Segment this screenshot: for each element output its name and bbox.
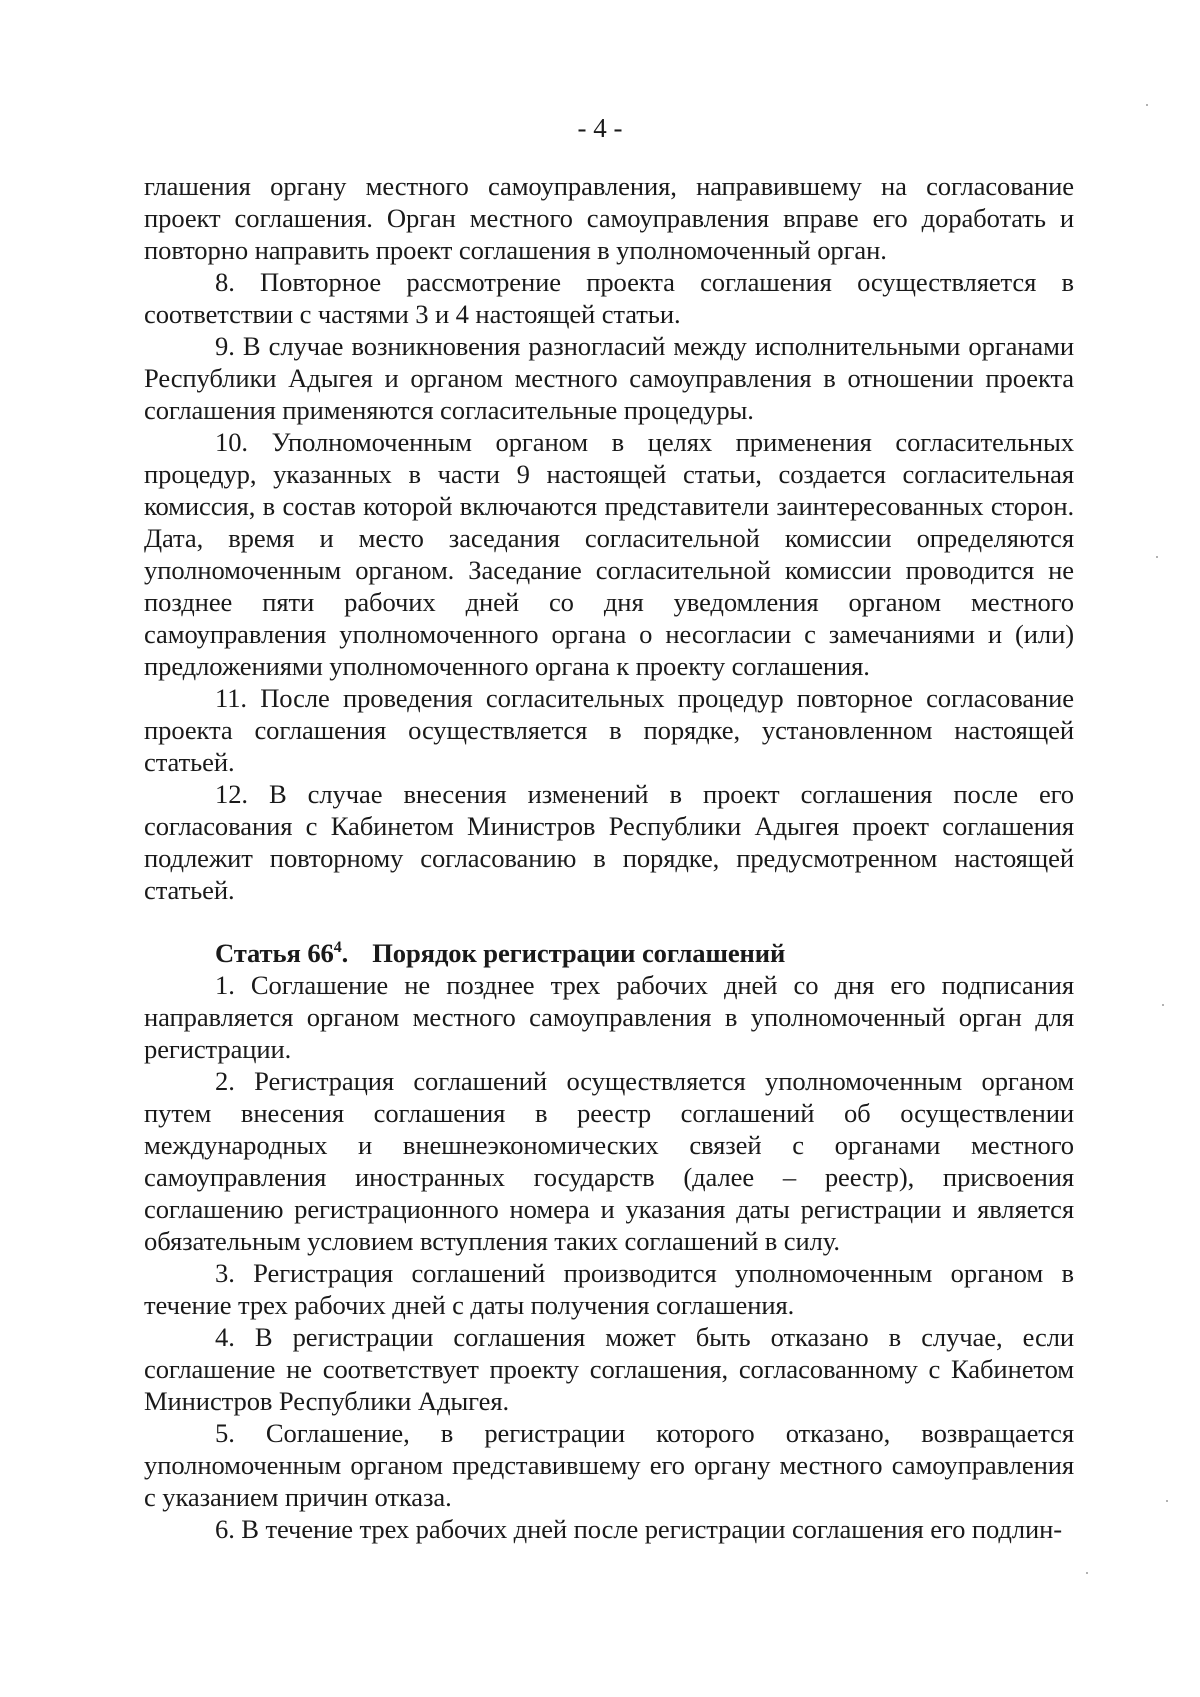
paragraph-item-8: 8. Повторное рассмотрение проекта соглашения осуществляется в соответствии с частями 3 и 4 настоящей статьи.: [144, 267, 1074, 329]
page-number: - 4 -: [577, 113, 623, 143]
article-dot: .: [341, 938, 349, 968]
paragraph-item-5: 5. Соглашение, в регистрации которого отказано, возвращается уполномоченным органом представившему его органу местного самоуправления с указанием причин отказа.: [144, 1418, 1074, 1512]
article-label: Статья 66: [215, 938, 334, 968]
paragraph-item-6: 6. В течение трех рабочих дней после регистрации соглашения его подлин-: [215, 1514, 1063, 1544]
article-superscript: 4: [333, 939, 342, 956]
paragraph-item-12: 12. В случае внесения изменений в проект соглашения после его согласования с Кабинетом Министров Республики Адыгея проект соглашения подлежит повторному согласованию в порядке, предусмотренном настоящей статьей.: [144, 779, 1074, 905]
scan-speck: [1162, 1004, 1164, 1006]
paragraph-item-10: 10. Уполномоченным органом в целях применения согласительных процедур, указанных в части 9 настоящей статьи, создается согласительная комиссия, в состав которой включаются представители заинтересованных сторон. Дата, время и место заседания согласительной комиссии определяются уполномоченным органом. Заседание согласительной комиссии проводится не позднее пяти рабочих дней со дня уведомления органом местного самоуправления уполномоченного органа о несогласии с замечаниями и (или) предложениями уполномоченного органа к проекту соглашения.: [144, 427, 1074, 681]
scan-speck: [1166, 1500, 1168, 1502]
document-body: [144, 170, 1074, 1545]
paragraph-item-1: 1. Соглашение не позднее трех рабочих дней со дня его подписания направляется органом местного самоуправления в уполномоченный орган для регистрации.: [144, 970, 1074, 1064]
article-heading: [144, 937, 1074, 969]
paragraph-item-3: 3. Регистрация соглашений производится уполномоченным органом в течение трех рабочих дней с даты получения соглашения.: [144, 1258, 1074, 1320]
paragraph-item-9: 9. В случае возникновения разногласий между исполнительными органами Республики Адыгея и органом местного самоуправления в отношении проекта соглашения применяются согласительные процедуры.: [144, 331, 1074, 425]
paragraph-continuation: глашения органу местного самоуправления, направившему на согласование проект соглашения. Орган местного самоуправления вправе его доработать и повторно направить проект соглашения в уполномоченный орган.: [144, 171, 1074, 265]
paragraph-item-2: 2. Регистрация соглашений осуществляется уполномоченным органом путем внесения соглашения в реестр соглашений об осуществлении международных и внешнеэкономических связей с органами местного самоуправления иностранных государств (далее – реестр), присвоения соглашению регистрационного номера и указания даты регистрации и является обязательным условием вступления таких соглашений в силу.: [144, 1066, 1074, 1256]
scan-speck: [1086, 1572, 1088, 1574]
scan-speck: [1156, 556, 1158, 558]
paragraph-item-4: 4. В регистрации соглашения может быть отказано в случае, если соглашение не соответствует проекту соглашения, согласованному с Кабинетом Министров Республики Адыгея.: [144, 1322, 1074, 1416]
article-title: Порядок регистрации соглашений: [372, 938, 786, 968]
scan-speck: [1146, 104, 1148, 106]
paragraph-item-11: 11. После проведения согласительных процедур повторное согласование проекта соглашения осуществляется в порядке, установленном настоящей статьей.: [144, 683, 1074, 777]
